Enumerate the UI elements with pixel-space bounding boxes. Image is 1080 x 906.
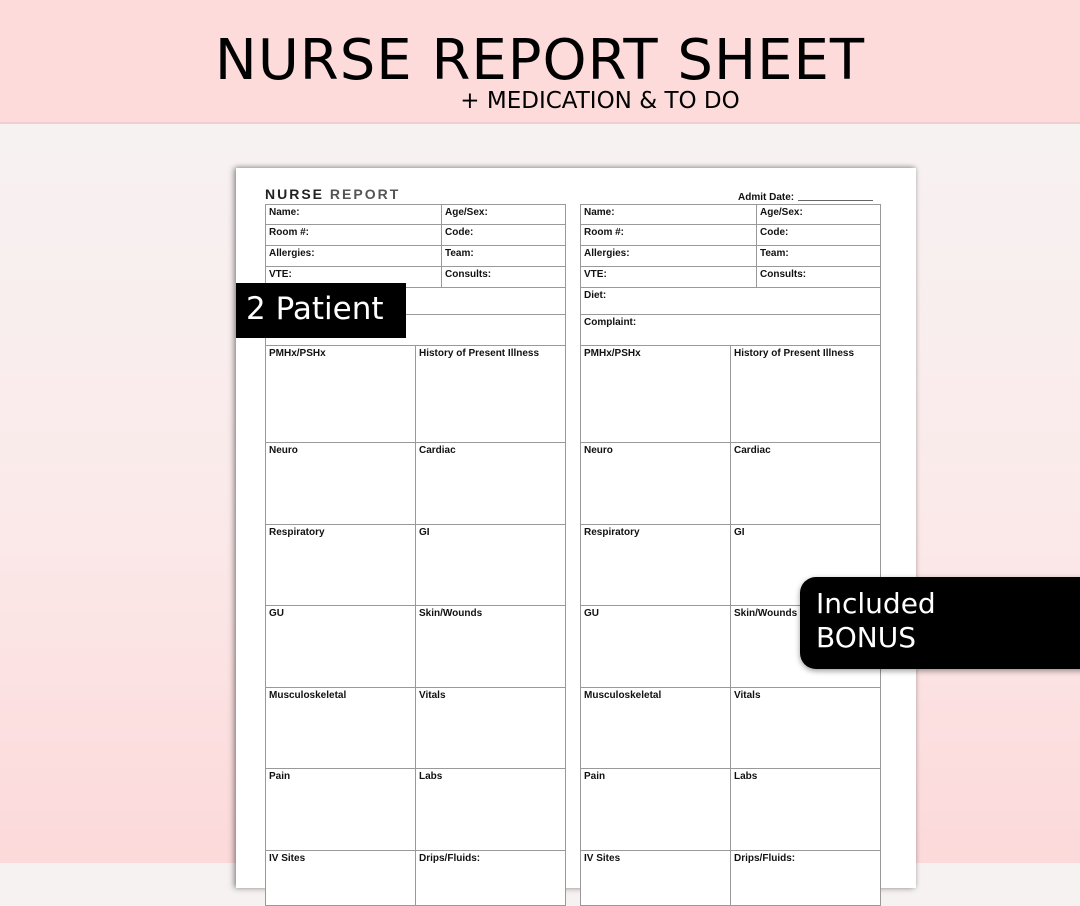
bonus-badge xyxy=(800,577,1080,669)
section-box[interactable]: IV Sites xyxy=(265,850,416,906)
admit-date-line xyxy=(798,200,873,201)
section-box[interactable]: Drips/Fluids: xyxy=(415,850,566,906)
document-title xyxy=(265,186,400,202)
section-box[interactable]: Labs xyxy=(415,768,566,851)
field-cell[interactable]: Name: xyxy=(580,204,757,225)
section-box[interactable]: PMHx/PSHx xyxy=(580,345,731,443)
field-cell[interactable]: Room #: xyxy=(265,224,442,246)
field-cell[interactable]: Consults: xyxy=(756,266,881,288)
section-box[interactable]: History of Present Illness xyxy=(730,345,881,443)
section-box[interactable]: GU xyxy=(580,605,731,688)
section-box[interactable]: Respiratory xyxy=(580,524,731,606)
section-box[interactable]: Respiratory xyxy=(265,524,416,606)
section-box[interactable]: PMHx/PSHx xyxy=(265,345,416,443)
bonus-line-2: BONUS xyxy=(816,621,916,654)
banner xyxy=(0,0,1080,124)
field-cell[interactable]: VTE: xyxy=(265,266,442,288)
admit-date-label: Admit Date: xyxy=(738,192,795,203)
patient-count-badge: 2 Patient xyxy=(236,283,406,338)
section-box[interactable]: Pain xyxy=(265,768,416,851)
title-report: REPORT xyxy=(329,186,401,202)
section-box[interactable]: Vitals xyxy=(415,687,566,769)
field-cell[interactable]: VTE: xyxy=(580,266,757,288)
banner-subtitle: + MEDICATION & TO DO xyxy=(460,88,740,114)
section-box[interactable]: Neuro xyxy=(265,442,416,525)
field-cell[interactable]: Code: xyxy=(441,224,566,246)
section-box[interactable]: IV Sites xyxy=(580,850,731,906)
section-box[interactable]: History of Present Illness xyxy=(415,345,566,443)
section-box[interactable]: Skin/Wounds xyxy=(415,605,566,688)
field-cell[interactable]: Code: xyxy=(756,224,881,246)
section-box[interactable]: Cardiac xyxy=(730,442,881,525)
field-cell[interactable]: Team: xyxy=(441,245,566,267)
title-nurse: NURSE xyxy=(265,186,325,202)
section-box[interactable]: Drips/Fluids: xyxy=(730,850,881,906)
field-cell[interactable]: Allergies: xyxy=(265,245,442,267)
field-cell[interactable]: Allergies: xyxy=(580,245,757,267)
bonus-line-1: Included xyxy=(816,587,936,620)
field-cell[interactable]: Age/Sex: xyxy=(441,204,566,225)
section-box[interactable]: GU xyxy=(265,605,416,688)
section-box[interactable]: GI xyxy=(415,524,566,606)
field-cell[interactable]: Name: xyxy=(265,204,442,225)
section-box[interactable]: Pain xyxy=(580,768,731,851)
section-box[interactable]: Cardiac xyxy=(415,442,566,525)
field-cell[interactable]: Age/Sex: xyxy=(756,204,881,225)
complaint-field[interactable]: Complaint: xyxy=(580,314,881,346)
section-box[interactable]: Skin/Wounds xyxy=(730,605,881,688)
section-box[interactable]: Labs xyxy=(730,768,881,851)
section-box[interactable]: Vitals xyxy=(730,687,881,769)
diet-field[interactable]: Diet: xyxy=(580,287,881,315)
section-box[interactable]: GI xyxy=(730,524,881,606)
section-box[interactable]: Neuro xyxy=(580,442,731,525)
field-cell[interactable]: Room #: xyxy=(580,224,757,246)
section-box[interactable]: Musculoskeletal xyxy=(265,687,416,769)
field-cell[interactable]: Consults: xyxy=(441,266,566,288)
field-cell[interactable]: Team: xyxy=(756,245,881,267)
banner-title: NURSE REPORT SHEET xyxy=(214,28,866,93)
section-box[interactable]: Musculoskeletal xyxy=(580,687,731,769)
